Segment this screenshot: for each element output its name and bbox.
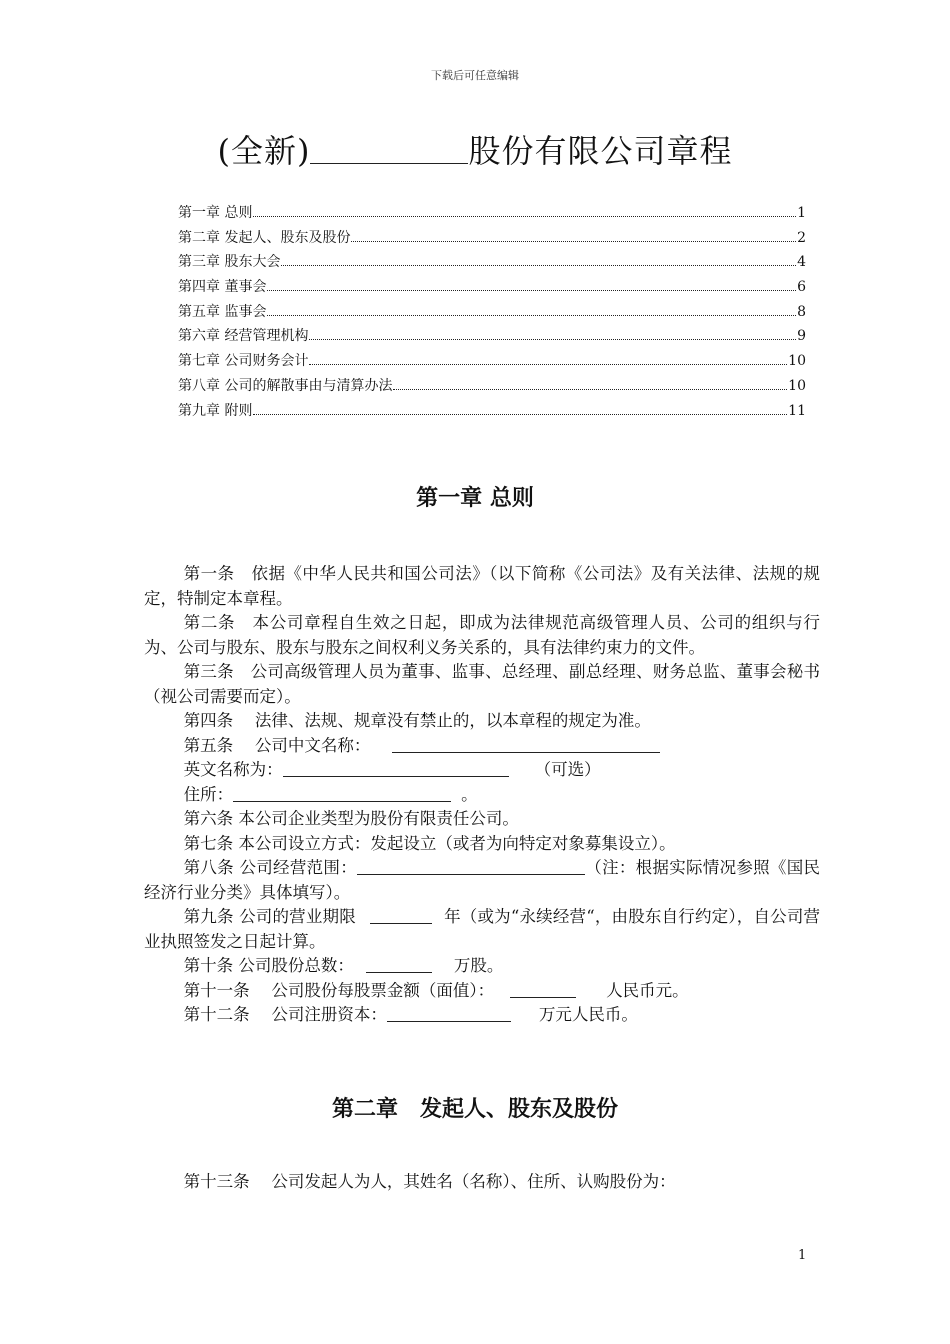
toc-entry[interactable]	[178, 251, 806, 276]
toc-entry-label: 第六章 经营管理机构	[178, 328, 309, 345]
toc-leader-dots	[267, 315, 796, 316]
article-1: 第一条 依据《中华人民共和国公司法》（以下简称《公司法》及有关法律、法规的规定，特制定本章程。	[144, 564, 820, 608]
toc-leader-dots	[309, 339, 796, 340]
toc-entry[interactable]	[178, 276, 806, 301]
toc-entry-page: 2	[797, 229, 806, 246]
toc-entry[interactable]	[178, 325, 806, 350]
article-12-unit: 万元人民币。	[538, 1005, 638, 1024]
table-of-contents	[178, 202, 806, 424]
article-3: 第三条 公司高级管理人员为董事、监事、总经理、副总经理、财务总监、董事会秘书（视公司需要而定）。	[144, 662, 820, 706]
term-years-blank	[370, 907, 432, 924]
business-scope-blank	[357, 858, 585, 875]
chapter-2-title: 第二章 发起人、股东及股份	[331, 1097, 618, 1122]
toc-leader-dots	[351, 241, 796, 242]
article-12	[144, 1003, 820, 1028]
article-5-english-name	[144, 758, 820, 783]
toc-entry[interactable]	[178, 301, 806, 326]
page-header-note: 下载后可任意编辑	[431, 69, 519, 82]
registered-capital-blank	[387, 1005, 511, 1022]
toc-entry[interactable]	[178, 400, 806, 425]
article-8-label: 第八条 公司经营范围：	[183, 858, 357, 877]
toc-leader-dots	[281, 265, 796, 266]
total-shares-blank	[366, 956, 432, 973]
toc-entry-page: 11	[788, 402, 806, 419]
english-name-note: （可选）	[534, 760, 601, 779]
toc-entry-page: 6	[797, 279, 806, 296]
toc-leader-dots	[393, 389, 787, 390]
article-10	[144, 954, 820, 979]
article-5-label: 第五条 公司中文名称：	[183, 735, 371, 755]
chapter-2-body	[144, 1170, 820, 1195]
toc-entry-page: 4	[797, 254, 806, 271]
toc-entry-page: 10	[788, 353, 806, 370]
toc-entry-label: 第二章 发起人、股东及股份	[178, 229, 351, 246]
address-end: 。	[461, 784, 478, 804]
toc-leader-dots	[253, 216, 796, 217]
toc-entry-page: 8	[797, 303, 806, 320]
toc-leader-dots	[267, 290, 796, 291]
article-6: 第六条 本公司企业类型为股份有限责任公司。	[183, 809, 519, 828]
article-8	[144, 856, 820, 905]
english-name-blank	[283, 760, 509, 777]
toc-leader-dots	[253, 414, 787, 415]
toc-entry-label: 第三章 股东大会	[178, 254, 281, 271]
article-11-unit: 人民币元。	[606, 980, 689, 1000]
toc-entry-page: 1	[797, 205, 806, 221]
toc-leader-dots	[309, 364, 787, 365]
article-9-rest: 年（或为“永续经营“，由股东自行约定），自公司营业执照签发之日起计算。	[144, 907, 821, 951]
article-9-label: 第九条 公司的营业期限	[183, 907, 356, 926]
article-4: 第四条 法律、法规、规章没有禁止的，以本章程的规定为准。	[183, 711, 651, 730]
toc-entry[interactable]	[178, 350, 806, 375]
page-number: 1	[798, 1248, 807, 1263]
toc-entry-label: 第四章 董事会	[178, 279, 267, 296]
chinese-name-blank	[392, 736, 660, 753]
toc-entry[interactable]	[178, 202, 806, 227]
article-11-label: 第十一条 公司股份每股票金额（面值）：	[183, 980, 495, 1000]
article-13: 第十三条 公司发起人为人，其姓名（名称）、住所、认购股份为：	[183, 1172, 676, 1191]
english-name-label: 英文名称为：	[183, 760, 283, 779]
document-title	[0, 126, 950, 172]
article-11	[144, 979, 820, 1004]
toc-entry-page: 9	[797, 328, 806, 345]
article-8-note: （注：根据实际情况参照《国民经济行业分类》具体填写）。	[144, 858, 821, 902]
article-9	[144, 905, 820, 954]
article-2: 第二条 本公司章程自生效之日起，即成为法律规范高级管理人员、公司的组织与行为、公司与股东、股东与股东之间权利义务关系的，具有法律约束力的文件。	[144, 613, 820, 657]
article-10-unit: 万股。	[453, 956, 504, 975]
chapter-1-body	[144, 562, 820, 1028]
toc-entry-label: 第九章 附则	[178, 402, 253, 419]
chapter-1-title: 第一章 总则	[416, 486, 534, 511]
toc-entry[interactable]	[178, 375, 806, 400]
toc-entry-label: 第一章 总则	[178, 205, 253, 221]
toc-entry-label: 第七章 公司财务会计	[178, 353, 309, 370]
toc-entry-label: 第八章 公司的解散事由与清算办法	[178, 377, 393, 394]
article-5-address	[144, 783, 820, 808]
par-value-blank	[510, 981, 576, 998]
title-prefix: (全新)	[217, 132, 311, 170]
toc-entry[interactable]	[178, 227, 806, 252]
article-12-label: 第十二条 公司注册资本：	[183, 1005, 387, 1024]
toc-entry-page: 10	[788, 377, 806, 394]
toc-entry-label: 第五章 监事会	[178, 303, 267, 320]
address-blank	[233, 785, 451, 802]
title-suffix: 股份有限公司章程	[468, 132, 733, 170]
company-name-blank	[310, 135, 468, 164]
address-label: 住所：	[183, 784, 234, 804]
article-7: 第七条 本公司设立方式：发起设立（或者为向特定对象募集设立）。	[183, 833, 676, 853]
article-10-label: 第十条 公司股份总数：	[183, 956, 354, 975]
article-5	[144, 734, 820, 759]
